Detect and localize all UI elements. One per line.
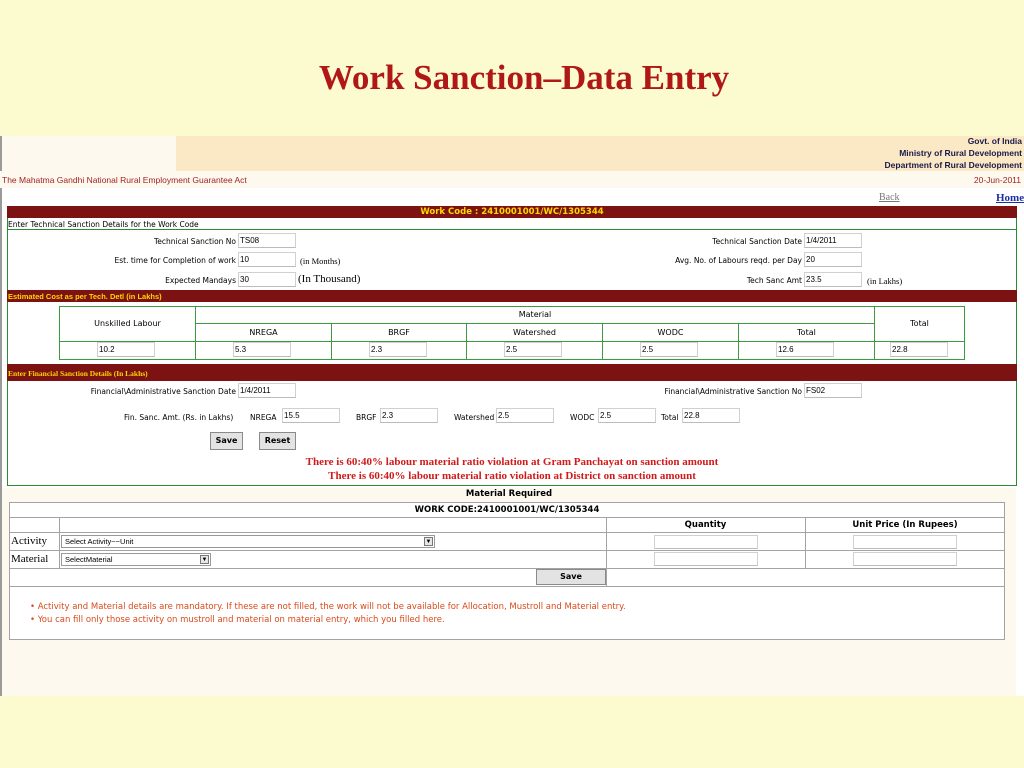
material-table-rule xyxy=(59,517,60,568)
material-table-rule xyxy=(9,517,1005,518)
work-code-title: Work Code : 2410001001/WC/1305344 xyxy=(420,207,604,217)
material-table-rule xyxy=(9,568,1005,569)
fin-nrega-input[interactable]: 15.5 xyxy=(282,408,340,423)
fin-brgf-input[interactable]: 2.3 xyxy=(380,408,438,423)
save-button[interactable]: Save xyxy=(210,432,243,450)
material-header: Material xyxy=(195,306,875,324)
est-time-unit: (in Months) xyxy=(300,256,341,266)
fin-sanction-no-input[interactable]: FS02 xyxy=(804,383,862,398)
material-total-input[interactable]: 12.6 xyxy=(776,342,834,357)
total-header: Total xyxy=(874,306,965,342)
activity-select[interactable] xyxy=(61,535,435,548)
unit-price-header: Unit Price (In Rupees) xyxy=(852,520,958,530)
chevron-down-icon[interactable]: ▼ xyxy=(201,557,208,563)
bullet-icon: • xyxy=(30,615,36,625)
gp-violation-message: There is 60:40% labour material ratio violation at Gram Panchayat on sanction amount xyxy=(305,456,719,468)
tech-sanc-amt-label: Tech Sanc Amt xyxy=(746,276,802,285)
act-title: The Mahatma Gandhi National Rural Employment Guarantee Act xyxy=(2,175,247,185)
home-link[interactable]: Home xyxy=(996,192,1024,204)
brgf-col-header: BRGF xyxy=(331,323,467,342)
expected-mandays-input[interactable]: 30 xyxy=(238,272,296,287)
material-table-rule xyxy=(9,586,1005,587)
back-link[interactable]: Back xyxy=(879,192,900,203)
material-required-title: Material Required xyxy=(465,489,553,499)
bullet-icon: • xyxy=(30,602,36,612)
govt-of-india-text: Govt. of India xyxy=(967,136,1022,146)
fin-wodc-input[interactable]: 2.5 xyxy=(598,408,656,423)
wodc-col-header: WODC xyxy=(602,323,739,342)
fin-sanction-no-label: Financial\Administrative Sanction No xyxy=(664,387,802,396)
financial-sanction-title: Enter Financial Sanction Details (In Lakhs) xyxy=(8,369,148,378)
grand-total-input[interactable]: 22.8 xyxy=(890,342,948,357)
material-table-rule xyxy=(9,550,1005,551)
est-time-input[interactable]: 10 xyxy=(238,252,296,267)
financial-sanction-bar xyxy=(7,364,1017,381)
material-save-button[interactable]: Save xyxy=(536,569,606,585)
avg-labours-input[interactable]: 20 xyxy=(804,252,862,267)
brgf-input[interactable]: 2.3 xyxy=(369,342,427,357)
material-unit-price-input[interactable] xyxy=(853,552,957,566)
material-total-col-header: Total xyxy=(738,323,875,342)
fill-note: You can fill only those activity on mustroll and material on material entry, which you filled here. xyxy=(37,615,445,625)
wodc-input[interactable]: 2.5 xyxy=(640,342,698,357)
list-item xyxy=(30,602,626,612)
nrega-col-header: NREGA xyxy=(195,323,332,342)
activity-unit-price-input[interactable] xyxy=(853,535,957,549)
material-table-rule xyxy=(9,532,1005,533)
mandatory-note: Activity and Material details are mandatory. If these are not filled, the work will not be available for Allocation, Mustroll and Material entry. xyxy=(37,602,626,612)
tech-sanc-amt-input[interactable]: 23.5 xyxy=(804,272,862,287)
tech-sanction-date-label: Technical Sanction Date xyxy=(712,237,802,246)
watershed-input[interactable]: 2.5 xyxy=(504,342,562,357)
fin-wodc-label: WODC xyxy=(570,413,595,422)
ministry-text: Ministry of Rural Development xyxy=(899,148,1022,158)
fin-nrega-label: NREGA xyxy=(250,413,277,422)
fin-watershed-label: Watershed xyxy=(454,413,495,422)
quantity-header: Quantity xyxy=(684,520,727,530)
tech-sanction-no-input[interactable]: TS08 xyxy=(238,233,296,248)
list-item xyxy=(30,615,445,625)
district-violation-message: There is 60:40% labour material ratio violation at District on sanction amount xyxy=(328,470,696,482)
est-time-label: Est. time for Completion of work xyxy=(114,256,236,265)
unskilled-input[interactable]: 10.2 xyxy=(97,342,155,357)
tech-sanction-date-input[interactable]: 1/4/2011 xyxy=(804,233,862,248)
estimated-cost-title: Estimated Cost as per Tech. Detl (in Lakhs) xyxy=(8,292,162,301)
fin-total-label: Total xyxy=(661,413,679,422)
current-date: 20-Jun-2011 xyxy=(973,175,1021,185)
material-work-code: WORK CODE:2410001001/WC/1305344 xyxy=(414,505,600,515)
activity-label: Activity xyxy=(11,535,48,547)
fin-total-input[interactable]: 22.8 xyxy=(682,408,740,423)
tech-sanction-heading: Enter Technical Sanction Details for the Work Code xyxy=(8,220,199,229)
material-label: Material xyxy=(11,553,49,565)
department-text: Department of Rural Development xyxy=(884,160,1022,170)
fin-amt-label: Fin. Sanc. Amt. (Rs. in Lakhs) xyxy=(124,413,234,422)
tech-sanc-amt-unit: (in Lakhs) xyxy=(867,276,903,286)
expected-mandays-unit: (In Thousand) xyxy=(298,273,361,285)
fin-sanction-date-label: Financial\Administrative Sanction Date xyxy=(90,387,236,396)
material-quantity-input[interactable] xyxy=(654,552,758,566)
chevron-down-icon[interactable]: ▼ xyxy=(425,539,432,545)
tech-sanction-no-label: Technical Sanction No xyxy=(153,237,236,246)
material-select-value: SelectMaterial xyxy=(65,555,113,564)
expected-mandays-label: Expected Mandays xyxy=(165,276,236,285)
nrega-input[interactable]: 5.3 xyxy=(233,342,291,357)
slide-title: Work Sanction–Data Entry xyxy=(318,58,730,97)
fin-sanction-date-input[interactable]: 1/4/2011 xyxy=(238,383,296,398)
fin-brgf-label: BRGF xyxy=(356,413,377,422)
activity-quantity-input[interactable] xyxy=(654,535,758,549)
watershed-col-header: Watershed xyxy=(466,323,603,342)
avg-labours-label: Avg. No. of Labours reqd. per Day xyxy=(675,256,802,265)
material-select[interactable] xyxy=(61,553,211,566)
activity-select-value: Select Activity~~Unit xyxy=(65,537,134,546)
reset-button[interactable]: Reset xyxy=(259,432,296,450)
fin-watershed-input[interactable]: 2.5 xyxy=(496,408,554,423)
unskilled-header: Unskilled Labour xyxy=(59,306,196,342)
